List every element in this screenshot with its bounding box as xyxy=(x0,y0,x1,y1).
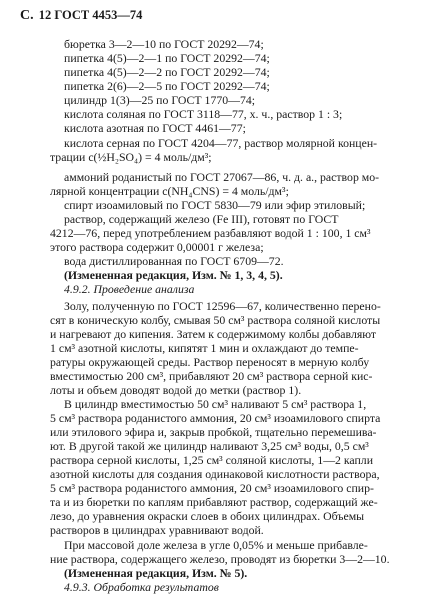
text-line: лезо, до уравнения окраски слоев в обоих цилиндрах. Объемы xyxy=(50,509,365,523)
text-line: 5 см³ раствора роданистого аммония, 20 см³ изоамилового спирта xyxy=(50,411,381,425)
text-line: азотной кислоты для создания одинаковой кислотности раствора, xyxy=(50,467,380,481)
text-line: В цилиндр вместимостью 50 см³ наливают 5 см³ раствора 1, xyxy=(64,397,367,411)
text-line: пипетка 2(6)—2—5 по ГОСТ 20292—74; xyxy=(64,79,270,93)
text-line: сят в коническую колбу, смывая 50 см³ раствора соляной кислоты xyxy=(50,313,381,327)
text-line: При массовой доле железа в углe 0,05% и меньше прибавле- xyxy=(64,538,368,552)
text-line: лоты и объем доводят водой до метки (раствор 1). xyxy=(50,383,302,397)
text-line: раствор, содержащий железо (Fe III), готовят по ГОСТ xyxy=(64,212,339,226)
text-line: пипетка 4(5)—2—2 по ГОСТ 20292—74; xyxy=(64,65,270,79)
amendment-note: (Измененная редакция, Изм. № 1, 3, 4, 5). xyxy=(64,268,283,282)
text-line: 5 см³ раствора роданистого аммония, 20 см³ изоамилового спир- xyxy=(50,481,374,495)
text-line: пипетка 4(5)—2—1 по ГОСТ 20292—74; xyxy=(64,51,270,65)
section-heading: 4.9.2. Проведение анализа xyxy=(64,282,195,296)
text-line: цилиндр 1(3)—25 по ГОСТ 1770—74; xyxy=(64,93,256,107)
text-line: вместимостью 200 см³, прибавляют 20 см³ раствора серной кис- xyxy=(50,369,373,383)
text-line: Золу, полученную по ГОСТ 12596—67, количественно перено- xyxy=(64,299,381,313)
text-line: вода дистиллированная по ГОСТ 6709—72. xyxy=(64,254,284,268)
text-line: 1 см³ азотной кислоты, кипятят 1 мин и охлаждают до темпе- xyxy=(50,341,359,355)
text-line: ратуры окружающей среды. Раствор переносят в мерную колбу xyxy=(50,355,370,369)
text-line: аммоний роданистый по ГОСТ 27067—86, ч. д. а., раствор мо- xyxy=(64,170,380,184)
section-heading: 4.9.3. Обработка результатов xyxy=(64,580,219,594)
header-mark: С. xyxy=(20,8,34,23)
text-line: 4212—76, перед употреблением разбавляют водой 1 : 100, 1 см³ xyxy=(50,226,371,240)
text-line: кислота азотная по ГОСТ 4461—77; xyxy=(64,121,246,135)
text-line: спирт изоамиловый по ГОСТ 5830—79 или эфир этиловый; xyxy=(64,198,366,212)
text-line: ние раствора, содержащего железо, проводят из бюретки 3—2—10. xyxy=(50,552,390,566)
text-line: бюретка 3—2—10 по ГОСТ 20292—74; xyxy=(64,37,264,51)
text-line: лярной концентрации c(NH₄CNS) = 4 моль/дм³; xyxy=(50,184,289,198)
text-line: трации c(½H₂SO₄) = 4 моль/дм³; xyxy=(50,150,212,164)
text-line: кислота соляная по ГОСТ 3118—77, х. ч., раствор 1 : 3; xyxy=(64,107,343,121)
text-line: и нагревают до кипения. Затем к содержимому колбы добавляют xyxy=(50,327,377,341)
text-line: раствора серной кислоты, 1,25 см³ соляной кислоты, 1—2 капли xyxy=(50,453,374,467)
page-header xyxy=(20,8,142,24)
text-line: растворов в цилиндрах уравнивают водой. xyxy=(50,523,264,537)
header-text: 12 ГОСТ 4453—74 xyxy=(38,8,143,22)
text-line: этого раствора содержит 0,00001 г железа; xyxy=(50,240,264,254)
amendment-note: (Измененная редакция, Изм. № 5). xyxy=(64,566,248,580)
text-line: или этилового эфира и, закрыв пробкой, тщательно перемешива- xyxy=(50,425,377,439)
text-line: кислота серная по ГОСТ 4204—77, раствор молярной концен- xyxy=(64,136,378,150)
text-line: та и из бюретки по каплям прибавляют раствор, содержащий же- xyxy=(50,495,378,509)
text-line: ют. В другой такой же цилиндр наливают 3,25 см³ воды, 0,5 см³ xyxy=(50,439,369,453)
